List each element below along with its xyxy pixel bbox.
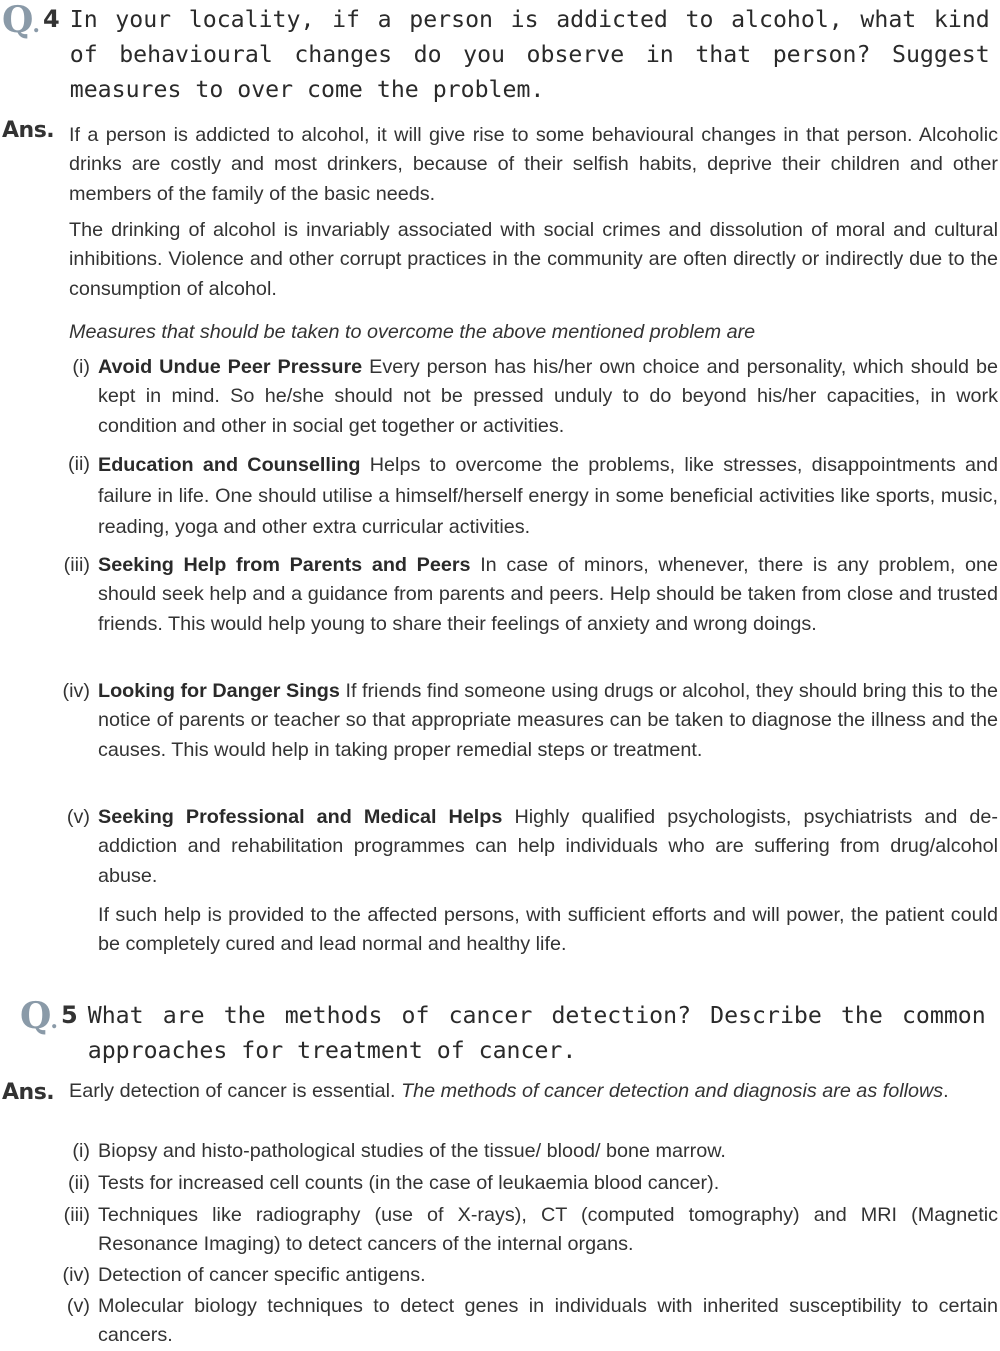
question-5-heading (20, 995, 998, 1068)
question-text: In your locality, if a person is addicted to alcohol, what kind of behavioural changes do you observe in that person? Suggest measures to over come the problem. (69, 6, 990, 103)
list-item: (iv) Looking for Danger Sings If friends find someone using drugs or alcohol, they should bring this to the notice of parents or teacher so that appropriate measures can be taken to diagnose the illness and the causes. This would help in taking proper remedial steps or treatment. (62, 680, 999, 761)
measures-intro: Measures that should be taken to overcome the above mentioned problem are (69, 321, 756, 343)
list-item: (i) Biopsy and histo-pathological studies of the tissue/ blood/ bone marrow. (72, 1140, 726, 1162)
list-item: (ii) Education and Counselling Helps to overcome the problems, like stresses, disappointments and failure in life. One should utilise a himself/herself energy in some beneficial activities like sports, music, reading, yoga and other extra curricular activities. (68, 453, 999, 538)
question-mark-logo: Q. (2, 0, 40, 41)
list-item: (v) Seeking Professional and Medical Helps Highly qualified psychologists, psychiatrists and de-addiction and rehabilitation programmes can help individuals who are suffering from drug/alcohol abuse. (66, 806, 998, 887)
answer-paragraph: If a person is addicted to alcohol, it will give rise to some behavioural changes in that person. Alcoholic drinks are costly and most drinkers, because of their selfish habits, deprive their children and other members of the family of the basic needs. (69, 124, 998, 205)
answer-paragraph: Early detection of cancer is essential. The methods of cancer detection and diagnosis are as follows. (69, 1080, 949, 1102)
answer-label: Ans. (2, 118, 55, 143)
list-item: (v) Molecular biology techniques to detect genes in individuals with inherited susceptibility to certain cancers. (66, 1295, 998, 1347)
item-title: Avoid Undue Peer Pressure (98, 356, 363, 378)
answer-label: Ans. (2, 1080, 55, 1105)
list-item: (ii) Tests for increased cell counts (in the case of leukaemia blood cancer). (68, 1172, 720, 1194)
question-text: What are the methods of cancer detection? Describe the common approaches for treatment of cancer. (87, 1002, 986, 1064)
answer-paragraph: The drinking of alcohol is invariably associated with social crimes and dissolution of moral and cultural inhibitions. Violence and other corrupt practices in the community are often directly or indirectly due to the consumption of alcohol. (69, 219, 998, 300)
list-item: (i) Avoid Undue Peer Pressure Every person has his/her own choice and personality, which should be kept in mind. So he/she should not be pressed unduly to do beyond his/her capacities, in work condition and other in social get together or activities. (72, 356, 998, 437)
question-number: 5 (61, 1001, 78, 1029)
list-item: (iv) Detection of cancer specific antigens. (62, 1264, 426, 1286)
question-number: 4 (43, 5, 60, 33)
item-title: Seeking Professional and Medical Helps (98, 806, 503, 828)
list-item: (iii) Techniques like radiography (use of X-rays), CT (computed tomography) and MRI (Magnetic Resonance Imaging) to detect cancers of the internal organs. (63, 1204, 998, 1256)
item-title: Looking for Danger Sings (98, 680, 340, 702)
list-item: (iii) Seeking Help from Parents and Peers In case of minors, whenever, there is any problem, one should seek help and a guidance from parents and peers. Help should be taken from close and trusted friends. This would help young to share their feelings of anxiety and wrong doings. (63, 554, 999, 635)
closing-paragraph: If such help is provided to the affected persons, with sufficient efforts and will power, the patient could be completely cured and lead normal and healthy life. (98, 904, 998, 956)
question-4-heading (2, 2, 998, 107)
item-title: Education and Counselling (98, 454, 361, 476)
question-mark-logo: Q. (20, 995, 58, 1037)
item-title: Seeking Help from Parents and Peers (98, 554, 471, 576)
